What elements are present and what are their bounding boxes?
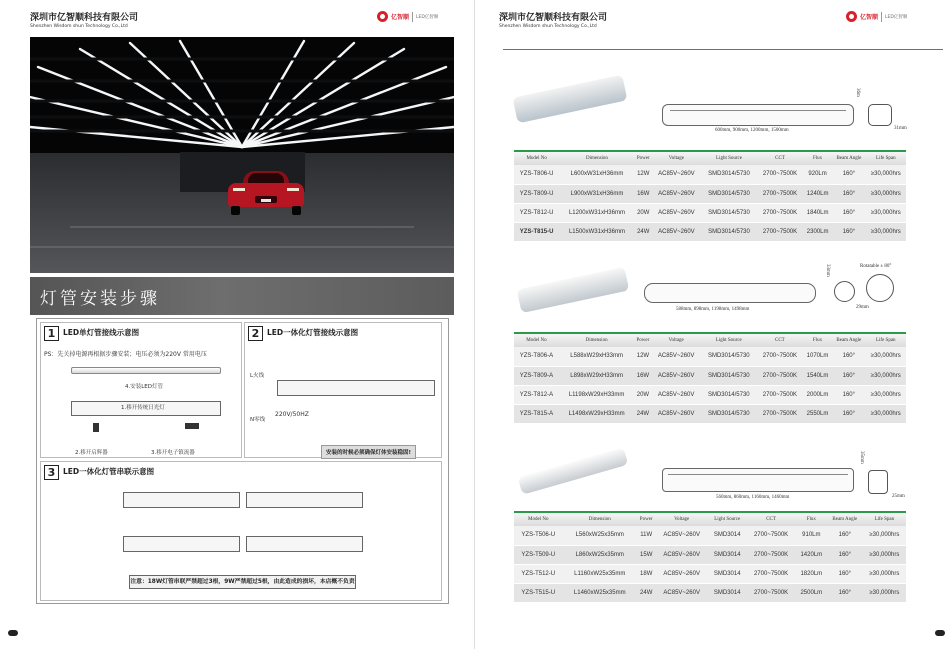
table-row <box>514 404 906 423</box>
spec-cell: 1070Lm <box>803 347 832 366</box>
neutral-wire-label: N零线 <box>250 417 266 423</box>
spec-cell: L1160xW25x35mm <box>563 564 637 583</box>
t8u-drawing <box>662 100 858 130</box>
spec-cell: ≥30,000hrs <box>863 583 906 602</box>
page-tab-left <box>8 630 18 636</box>
spec-cell: 160° <box>832 347 865 366</box>
spec-cell: 20W <box>634 385 651 404</box>
spec-cell: ≥30,000hrs <box>866 184 906 203</box>
spec-cell: 2700~7500K <box>757 184 803 203</box>
company-name-cn: 深圳市亿智顺科技有限公司 <box>30 13 139 23</box>
brand-logo <box>377 11 438 22</box>
spec-header-cell: Flux <box>803 333 832 347</box>
spec-cell: YZS-T806-U <box>514 165 559 184</box>
spec-cell: AC85V~260V <box>652 203 701 222</box>
spec-cell: 2700~7500K <box>746 564 795 583</box>
spec-cell: 1840Lm <box>803 203 832 222</box>
spec-cell: AC85V~260V <box>655 545 708 564</box>
spec-cell: 24W <box>635 222 652 241</box>
spec-cell: 2700~7500K <box>757 404 803 423</box>
starter-icon <box>93 423 99 432</box>
spec-cell: ≥30,000hrs <box>866 347 906 366</box>
t8a-length-dim: 588mm, 898mm, 1198mm, 1498mm <box>676 307 750 312</box>
spec-cell: ≥30,000hrs <box>866 404 906 423</box>
spec-cell: SMD3014 <box>708 564 746 583</box>
spec-cell: 2700~7500K <box>746 583 795 602</box>
spec-cell: 2700~7500K <box>757 203 803 222</box>
spec-cell: 24W <box>634 404 651 423</box>
spec-cell: 160° <box>827 564 863 583</box>
table-row <box>514 366 906 385</box>
garage-car-photo <box>30 37 454 273</box>
spec-header-cell: Beam Angle <box>832 333 865 347</box>
spec-cell: ≥30,000hrs <box>866 366 906 385</box>
red-sports-car <box>225 169 307 217</box>
spec-cell: 2550Lm <box>803 404 832 423</box>
spec-header-cell: Model No <box>514 333 559 347</box>
t5u-drawing <box>662 466 856 494</box>
t8a-spec-table <box>514 332 906 424</box>
voltage-label: 220V/50HZ <box>275 411 309 418</box>
spec-header-cell: Model No <box>514 512 563 526</box>
spec-cell: AC85V~260V <box>652 222 701 241</box>
step1-label-remove-ballast: 3.移开电子镇流器 <box>151 450 195 456</box>
spec-cell: ≥30,000hrs <box>866 203 906 222</box>
integrated-fixture-diagram <box>277 380 435 396</box>
table-row <box>514 347 906 366</box>
series-fixture-4 <box>246 536 363 552</box>
spec-cell: YZS-T809-U <box>514 184 559 203</box>
spec-cell: 160° <box>827 583 863 602</box>
spec-cell: 2700~7500K <box>757 385 803 404</box>
spec-cell: 160° <box>827 526 863 545</box>
step2-title: LED一体化灯管接线示意图 <box>267 328 359 337</box>
t8u-spec-table <box>514 150 906 242</box>
t8a-drawing <box>644 281 816 305</box>
t8u-section-drawing <box>868 104 892 126</box>
spec-cell: 2700~7500K <box>746 526 795 545</box>
spec-cell: L1498xW29xH33mm <box>559 404 634 423</box>
spec-cell: L898xW29xH33mm <box>559 366 634 385</box>
spec-cell: 12W <box>634 347 651 366</box>
live-wire-label: L火线 <box>250 373 265 379</box>
t8a-rotate-label: Rotatable ± 80° <box>860 264 892 269</box>
company-name-en: Shenzhen Wisdom shun Technology Co.,Ltd <box>30 24 128 29</box>
spec-cell: 160° <box>832 404 865 423</box>
spec-cell: AC85V~260V <box>652 404 701 423</box>
table-row <box>514 222 906 241</box>
spec-cell: 160° <box>832 184 865 203</box>
spec-cell: YZS-T806-A <box>514 347 559 366</box>
spec-header-cell: Life Span <box>866 151 906 165</box>
spec-header-cell: Dimension <box>559 151 634 165</box>
brand-logo-right <box>846 11 907 22</box>
spec-cell: AC85V~260V <box>655 564 708 583</box>
installation-steps-panel <box>36 318 449 604</box>
spec-cell: SMD3014 <box>708 583 746 602</box>
spec-cell: 1420Lm <box>796 545 827 564</box>
spec-header-row <box>514 512 906 526</box>
spec-cell: SMD3014/5730 <box>701 404 757 423</box>
install-warning: 安装的时候必须确保灯体安装稳固! <box>321 445 416 459</box>
spec-header-cell: Beam Angle <box>827 512 863 526</box>
spec-header-cell: Voltage <box>652 333 701 347</box>
spec-cell: L860xW25x35mm <box>563 545 637 564</box>
spec-header-cell: Life Span <box>866 333 906 347</box>
spec-header-cell: Power <box>635 151 652 165</box>
spec-cell: 2700~7500K <box>757 165 803 184</box>
spec-header-cell: Light Source <box>701 151 757 165</box>
spec-cell: 160° <box>832 385 865 404</box>
spec-cell: YZS-T812-U <box>514 203 559 222</box>
spec-header-row <box>514 151 906 165</box>
company-header <box>30 10 138 29</box>
brand-name: 亿智顺 <box>860 14 879 21</box>
spec-cell: AC85V~260V <box>652 366 701 385</box>
t8u-height-dim: 36m <box>855 88 860 97</box>
t8a-height-dim: 33mm <box>825 264 830 277</box>
spec-cell: AC85V~260V <box>655 526 708 545</box>
t5u-section-drawing <box>868 470 888 494</box>
spec-cell: SMD3014/5730 <box>701 385 757 404</box>
spec-cell: 2700~7500K <box>746 545 795 564</box>
spec-cell: YZS-T506-U <box>514 526 563 545</box>
spec-cell: SMD3014/5730 <box>701 203 757 222</box>
t8u-width-dim: 31mm <box>894 126 907 131</box>
spec-header-row <box>514 333 906 347</box>
section-banner <box>30 277 454 315</box>
spec-cell: L1200xW31xH36mm <box>559 203 634 222</box>
t8u-length-dim: 600mm, 900mm, 1200mm, 1500mm <box>715 128 789 133</box>
t8a-width-dim: 29mm <box>856 305 869 310</box>
spec-cell: 16W <box>635 184 652 203</box>
spec-cell: L588xW29xH33mm <box>559 347 634 366</box>
brand-tag: LED亿智顺 <box>416 14 439 20</box>
t5u-length-dim: 560mm, 860mm, 1160mm, 1460mm <box>716 495 790 500</box>
brand-circle-icon <box>846 11 857 22</box>
spec-cell: SMD3014 <box>708 526 746 545</box>
spec-cell: 1820Lm <box>796 564 827 583</box>
spec-cell: 20W <box>635 203 652 222</box>
company-name-cn: 深圳市亿智顺科技有限公司 <box>499 13 608 23</box>
spec-cell: 2000Lm <box>803 385 832 404</box>
spec-cell: L600xW31xH36mm <box>559 165 634 184</box>
spec-cell: 16W <box>634 366 651 385</box>
spec-cell: 160° <box>832 203 865 222</box>
spec-cell: YZS-T812-A <box>514 385 559 404</box>
spec-cell: 11W <box>637 526 655 545</box>
table-row <box>514 165 906 184</box>
spec-cell: YZS-T815-A <box>514 404 559 423</box>
spec-header-cell: Power <box>637 512 655 526</box>
table-row <box>514 545 906 564</box>
step1-title: LED单灯管接线示意图 <box>63 328 140 337</box>
spec-cell: YZS-T809-A <box>514 366 559 385</box>
green-rule <box>503 49 943 50</box>
ceiling-light-strips <box>30 37 454 273</box>
spec-cell: SMD3014/5730 <box>701 165 757 184</box>
spec-cell: AC85V~260V <box>652 165 701 184</box>
step3-title: LED一体化灯管串联示意图 <box>63 467 155 476</box>
spec-cell: 160° <box>832 222 865 241</box>
spec-header-cell: Voltage <box>655 512 708 526</box>
spec-cell: 2500Lm <box>796 583 827 602</box>
spec-header-cell: Dimension <box>563 512 637 526</box>
spec-cell: 18W <box>637 564 655 583</box>
spec-cell: 160° <box>827 545 863 564</box>
brand-circle-icon <box>377 11 388 22</box>
spec-cell: SMD3014/5730 <box>701 347 757 366</box>
spec-header-cell: CCT <box>746 512 795 526</box>
spec-header-cell: Flux <box>803 151 832 165</box>
spec-header-cell: Life Span <box>863 512 906 526</box>
spec-cell: ≥30,000hrs <box>863 526 906 545</box>
t8a-rotate-drawing <box>866 274 894 302</box>
spec-cell: 24W <box>637 583 655 602</box>
spec-cell: 1240Lm <box>803 184 832 203</box>
spec-cell: AC85V~260V <box>652 184 701 203</box>
brand-tag: LED亿智顺 <box>885 14 908 20</box>
spec-cell: SMD3014/5730 <box>701 184 757 203</box>
company-name-en: Shenzhen Wisdom shun Technology Co.,Ltd <box>499 24 597 29</box>
spec-cell: ≥30,000hrs <box>863 564 906 583</box>
page-tab-right <box>935 630 945 636</box>
spec-cell: 12W <box>635 165 652 184</box>
spec-cell: L900xW31xH36mm <box>559 184 634 203</box>
step2-box <box>244 322 442 458</box>
spec-cell: 2700~7500K <box>757 222 803 241</box>
spec-header-cell: Power <box>634 333 651 347</box>
step3-number: 3 <box>44 465 59 480</box>
spec-header-cell: CCT <box>757 333 803 347</box>
spec-cell: L560xW25x35mm <box>563 526 637 545</box>
spec-header-cell: Dimension <box>559 333 634 347</box>
spec-cell: SMD3014/5730 <box>701 366 757 385</box>
spec-cell: AC85V~260V <box>655 583 708 602</box>
spec-cell: AC85V~260V <box>652 347 701 366</box>
step1-label-install: 4.安装LED灯管 <box>125 384 164 390</box>
ballast-icon <box>185 423 199 429</box>
spec-cell: ≥30,000hrs <box>866 165 906 184</box>
spec-cell: 2700~7500K <box>757 347 803 366</box>
spec-cell: YZS-T815-U <box>514 222 559 241</box>
step1-number: 1 <box>44 326 59 341</box>
series-fixture-3 <box>123 536 240 552</box>
spec-cell: L1460xW25x35mm <box>563 583 637 602</box>
spec-header-cell: Voltage <box>652 151 701 165</box>
table-row <box>514 526 906 545</box>
spec-cell: L1198xW29xH33mm <box>559 385 634 404</box>
spec-cell: 15W <box>637 545 655 564</box>
spec-header-cell: Model No <box>514 151 559 165</box>
spec-cell: YZS-T515-U <box>514 583 563 602</box>
step1-box <box>40 322 242 458</box>
spec-cell: 2300Lm <box>803 222 832 241</box>
spec-cell: YZS-T512-U <box>514 564 563 583</box>
spec-header-cell: Flux <box>796 512 827 526</box>
logo-divider <box>412 12 413 22</box>
table-row <box>514 184 906 203</box>
spec-cell: ≥30,000hrs <box>863 545 906 564</box>
t8a-section-drawing <box>834 281 855 302</box>
brand-name: 亿智顺 <box>391 14 410 21</box>
spec-cell: 1540Lm <box>803 366 832 385</box>
series-note: 注意：18W灯管串联严禁超过3根，9W严禁超过5根，由此造成的损坏，本店概不负责 <box>129 575 356 589</box>
step1-label-remove-tube: 1.移开传统日光灯 <box>121 405 165 411</box>
spec-header-cell: Light Source <box>708 512 746 526</box>
table-row <box>514 203 906 222</box>
spec-cell: L1500xW31xH36mm <box>559 222 634 241</box>
t5u-spec-table <box>514 511 906 603</box>
led-tube-diagram <box>71 367 221 374</box>
spec-cell: 160° <box>832 165 865 184</box>
spec-cell: 920Lm <box>803 165 832 184</box>
series-fixture-1 <box>123 492 240 508</box>
spec-header-cell: Light Source <box>701 333 757 347</box>
spec-cell: YZS-T509-U <box>514 545 563 564</box>
t5u-width-dim: 25mm <box>892 494 905 499</box>
t5u-height-dim: 35mm <box>859 451 864 464</box>
logo-divider <box>881 12 882 22</box>
step1-ps-note: PS：先关掉电源再根据步骤安装；电压必须为220V 常用电压 <box>44 351 207 358</box>
spec-cell: AC85V~260V <box>652 385 701 404</box>
table-row <box>514 564 906 583</box>
table-row <box>514 583 906 602</box>
spec-cell: ≥30,000hrs <box>866 222 906 241</box>
spec-cell: 2700~7500K <box>757 366 803 385</box>
spec-header-cell: CCT <box>757 151 803 165</box>
step2-number: 2 <box>248 326 263 341</box>
table-row <box>514 385 906 404</box>
spec-cell: 910Lm <box>796 526 827 545</box>
spec-cell: SMD3014/5730 <box>701 222 757 241</box>
step1-label-remove-starter: 2.移开启辉器 <box>75 450 108 456</box>
spec-header-cell: Beam Angle <box>832 151 865 165</box>
company-header-right <box>499 10 607 29</box>
series-fixture-2 <box>246 492 363 508</box>
spec-cell: SMD3014 <box>708 545 746 564</box>
spec-cell: ≥30,000hrs <box>866 385 906 404</box>
banner-title: 灯管安装步骤 <box>40 289 160 309</box>
step3-box <box>40 461 442 601</box>
spec-cell: 160° <box>832 366 865 385</box>
